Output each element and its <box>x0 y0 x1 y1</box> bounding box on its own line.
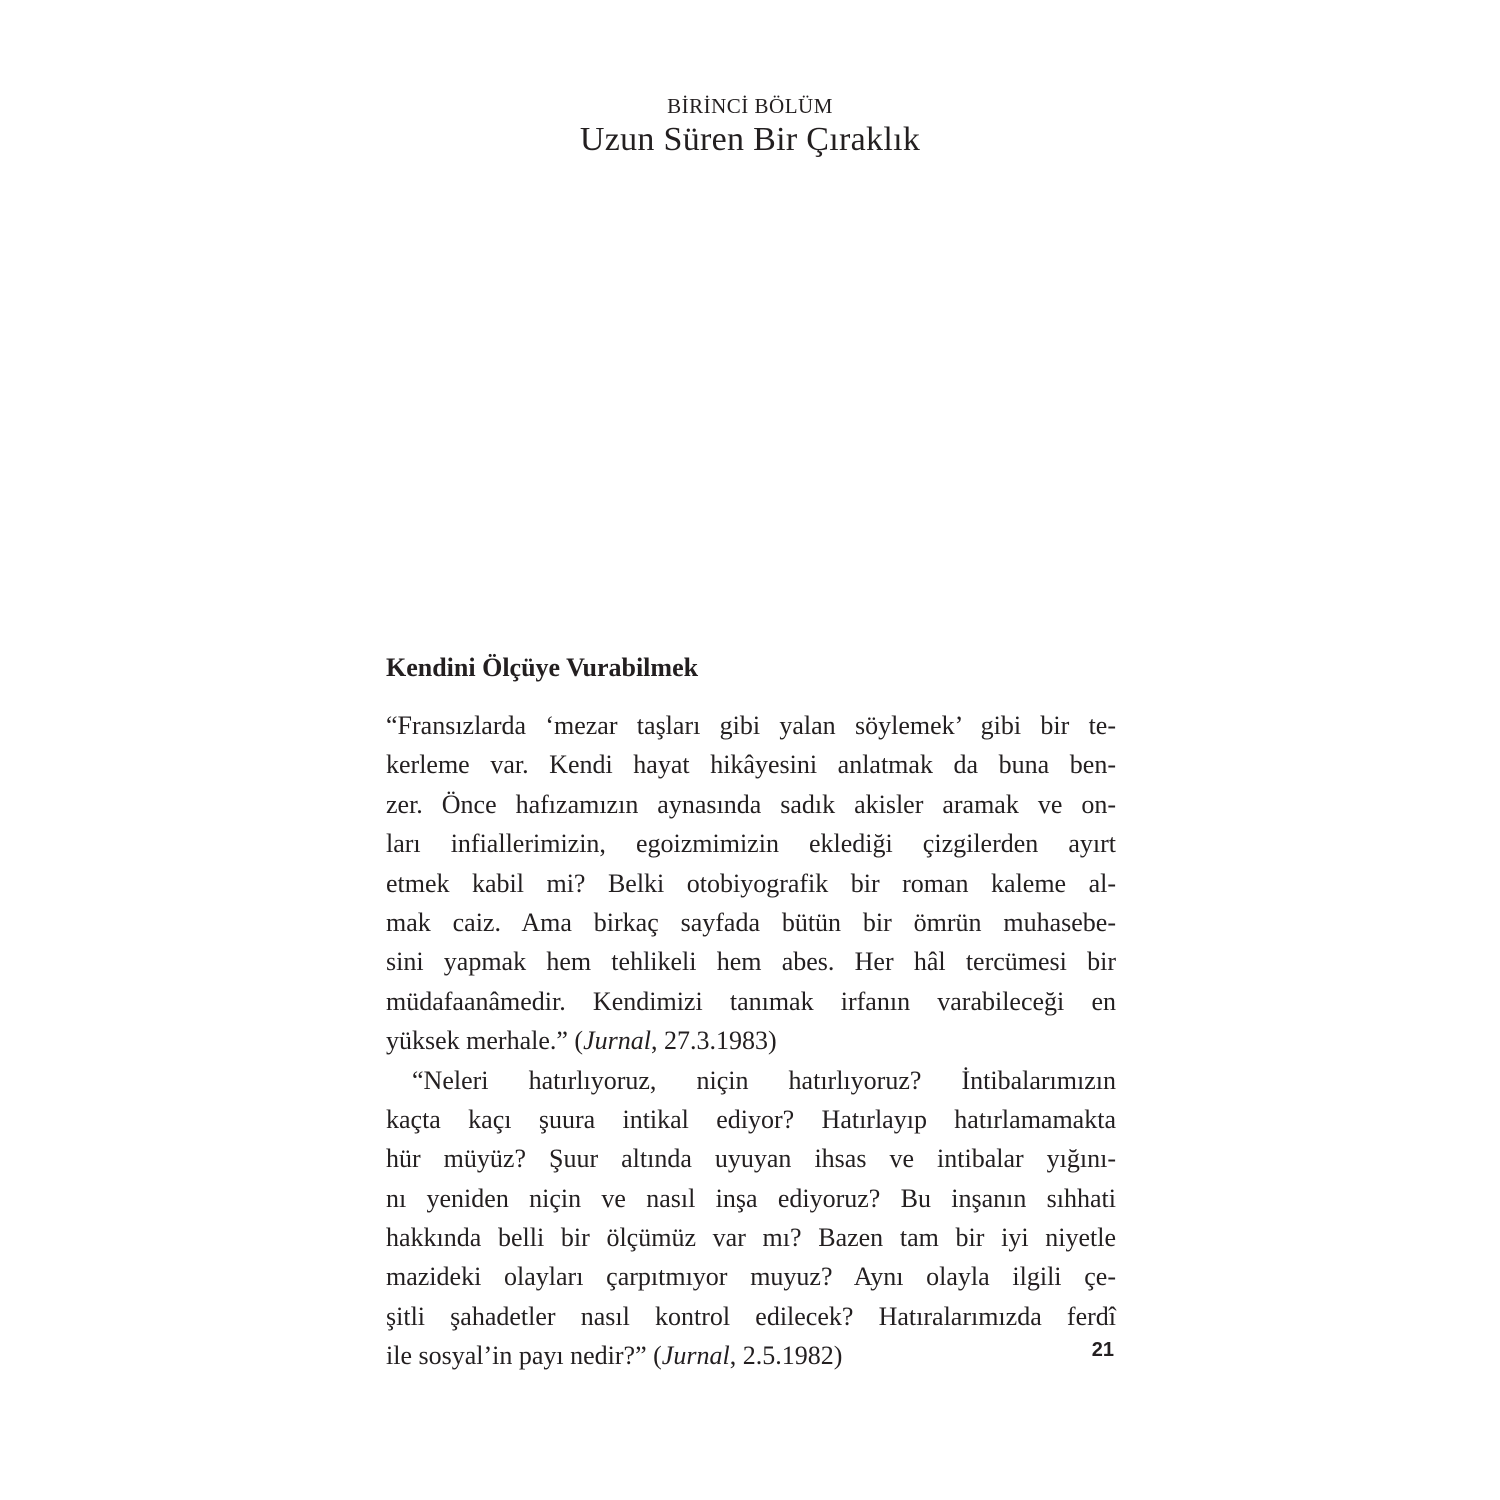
text-line-last <box>386 1021 1116 1060</box>
text-line: hür müyüz? Şuur altında uyuyan ihsas ve intibalar yığını- <box>386 1144 1116 1174</box>
chapter-label: BİRİNCİ BÖLÜM <box>667 94 833 118</box>
text-line: mak caiz. Ama birkaç sayfada bütün bir ömrün muhasebe- <box>386 907 1116 937</box>
text-line: nı yeniden niçin ve nasıl inşa ediyoruz? Bu inşanın sıhhati <box>386 1183 1116 1213</box>
text-line-last <box>386 1336 1116 1375</box>
citation-source: Jurnal <box>583 1026 651 1056</box>
chapter-title: Uzun Süren Bir Çıraklık <box>579 121 921 158</box>
line-text: ile sosyal’in payı nedir?” ( <box>386 1341 662 1371</box>
citation-source: Jurnal <box>661 1341 730 1371</box>
text-line: sini yapmak hem tehlikeli hem abes. Her hâl tercümesi bir <box>386 947 1116 977</box>
text-line: mazideki olayları çarpıtmıyor muyuz? Aynı olayla ilgili çe- <box>386 1262 1116 1292</box>
text-line: kaçta kaçı şuura intikal ediyor? Hatırlayıp hatırlamamakta <box>386 1104 1116 1134</box>
text-line: etmek kabil mi? Belki otobiyografik bir roman kaleme al- <box>386 868 1116 898</box>
body-text <box>386 706 1116 1376</box>
text-line: zer. Önce hafızamızın aynasında sadık akisler aramak ve on- <box>386 789 1116 819</box>
page-number: 21 <box>1091 1339 1114 1361</box>
text-line: kerleme var. Kendi hayat hikâyesini anlatmak da buna ben- <box>386 750 1116 780</box>
text-line: şitli şahadetler nasıl kontrol edilecek? Hatıralarımızda ferdî <box>386 1301 1116 1331</box>
citation-date: , 27.3.1983) <box>650 1026 777 1056</box>
text-line: hakkında belli bir ölçümüz var mı? Bazen tam bir iyi niyetle <box>386 1223 1116 1253</box>
line-text: yüksek merhale.” ( <box>386 1026 584 1056</box>
text-line: ları infiallerimizin, egoizmimizin eklediği çizgilerden ayırt <box>386 829 1116 859</box>
citation-date: , 2.5.1982) <box>729 1341 843 1371</box>
text-line: “Fransızlarda ‘mezar taşları gibi yalan söylemek’ gibi bir te- <box>386 711 1116 740</box>
section-heading: Kendini Ölçüye Vurabilmek <box>386 653 699 682</box>
text-line: müdafaanâmedir. Kendimizi tanımak irfanın varabileceği en <box>386 986 1116 1016</box>
text-line: “Neleri hatırlıyoruz, niçin hatırlıyoruz? İntibalarımızın <box>412 1065 1116 1095</box>
